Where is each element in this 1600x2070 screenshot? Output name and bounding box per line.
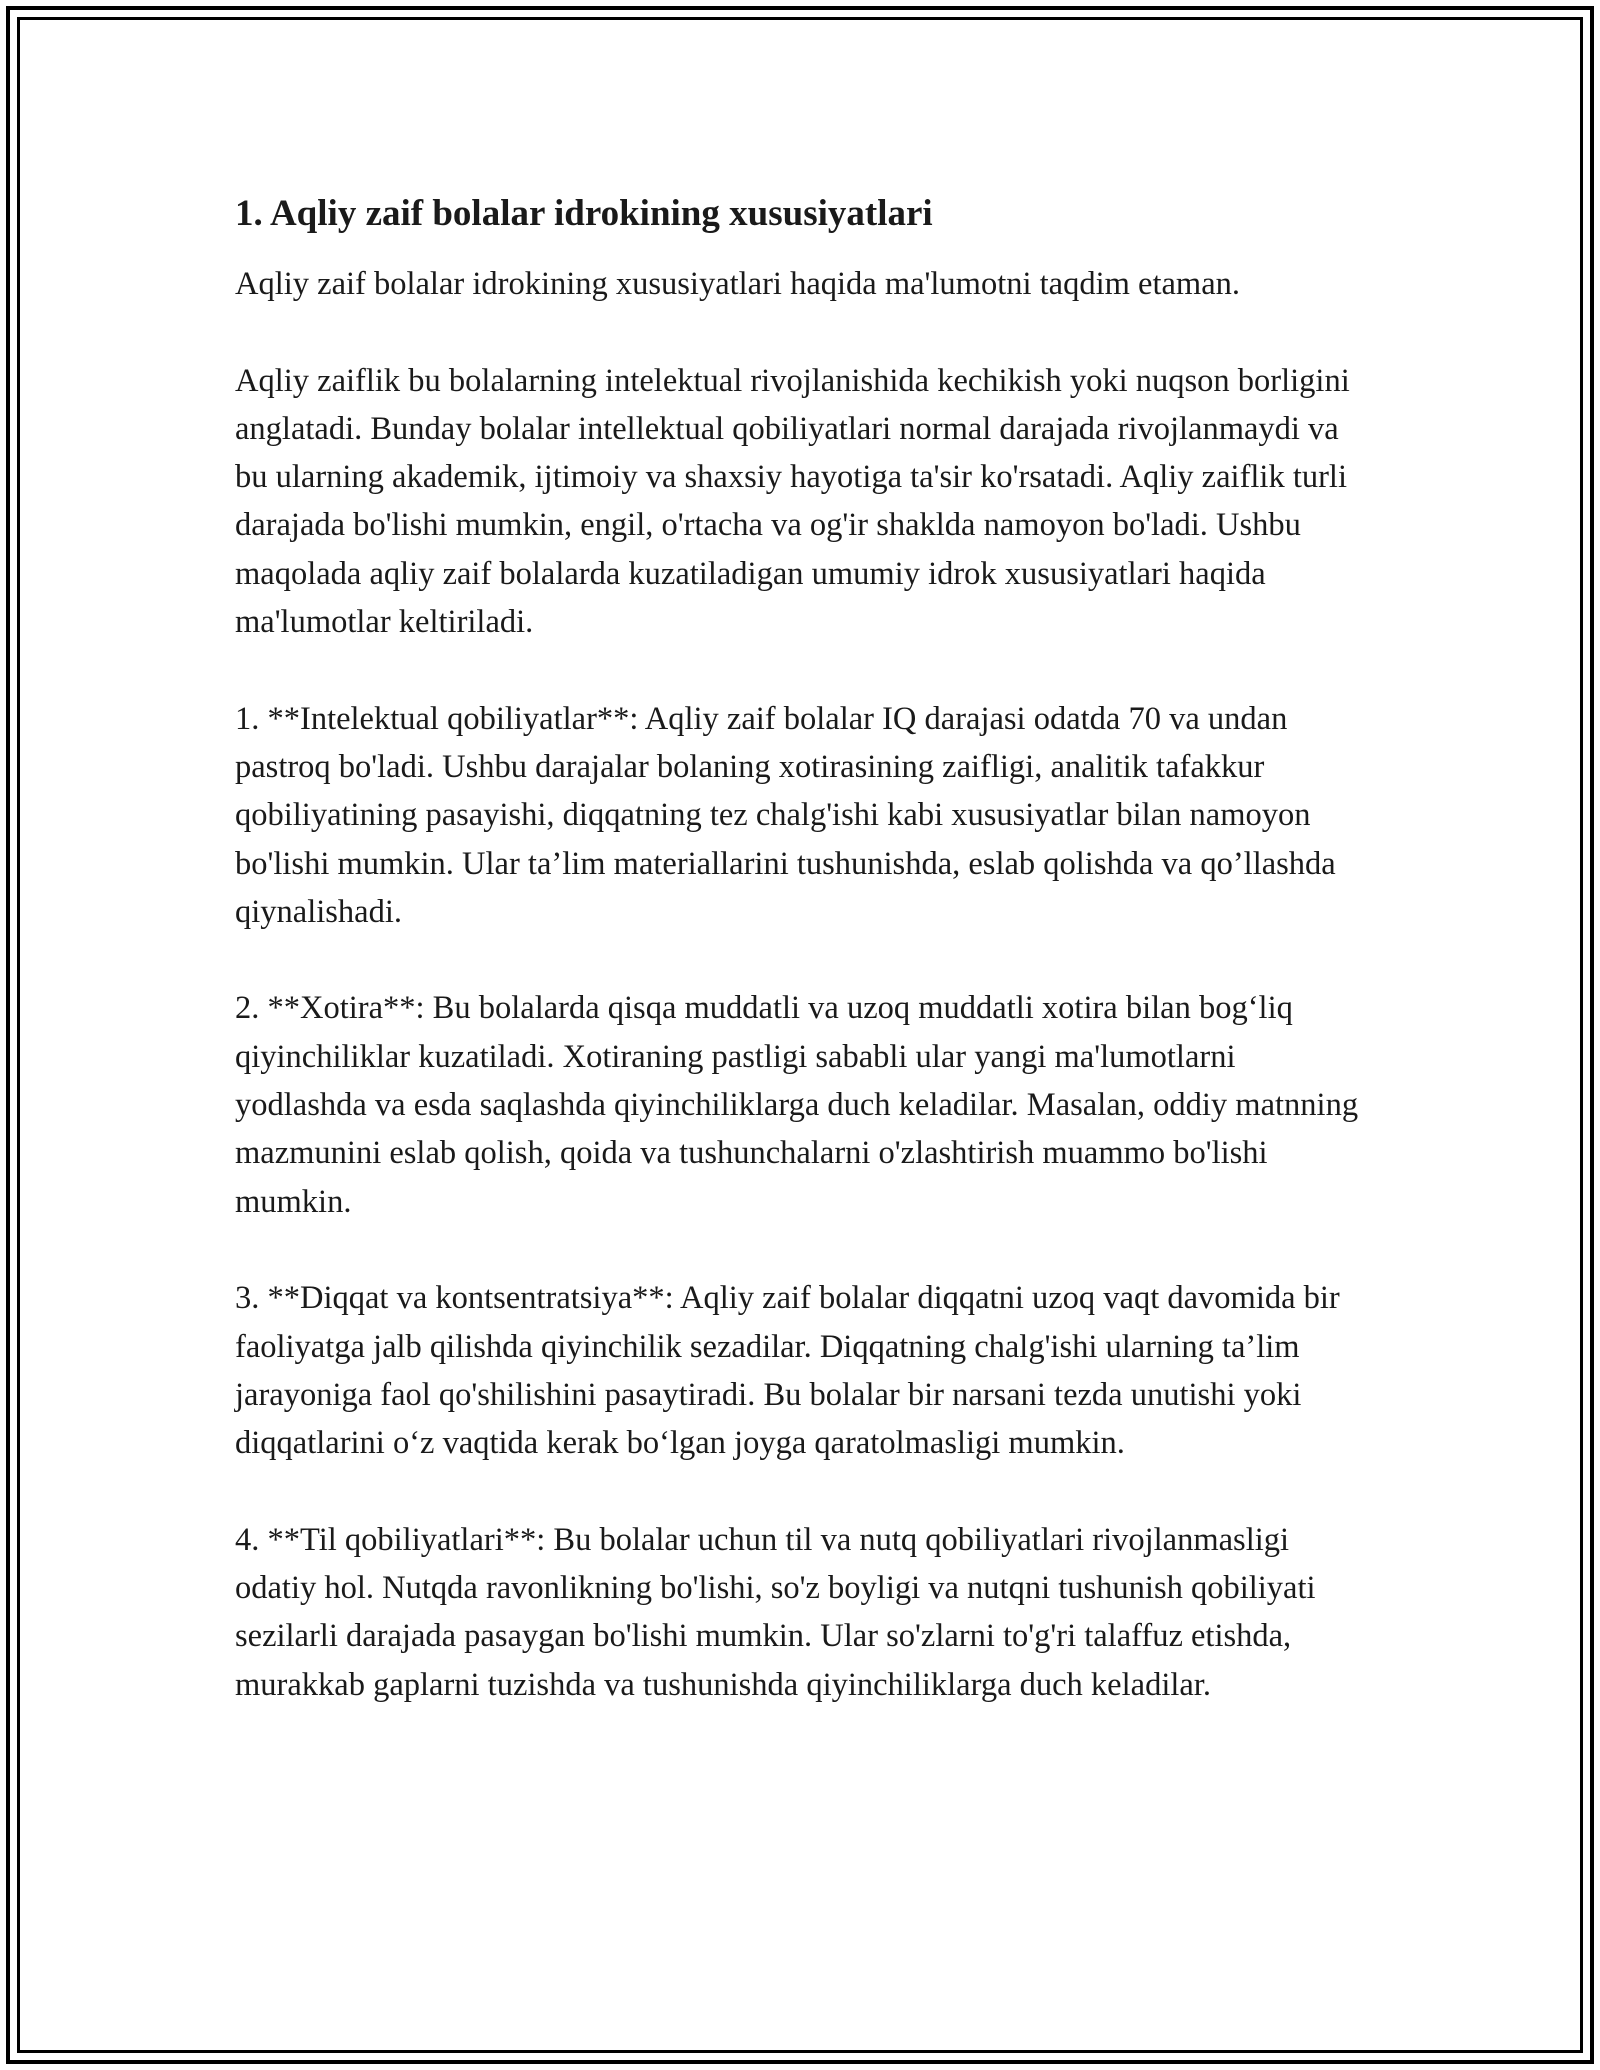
- definition-paragraph: Aqliy zaiflik bu bolalarning intelektual rivojlanishida kechikish yoki nuqson borligini anglatadi. Bunday bolalar intellektual qobiliyatlari normal darajada rivojlanmaydi va bu ularning akademik, ijtimoiy va shaxsiy hayotiga ta'sir ko'rsatadi. Aqliy zaiflik turli darajada bo'lishi mumkin, engil, o'rtacha va og'ir shaklda namoyon bo'ladi. Ushbu maqolada aqliy zaif bolalarda kuzatiladigan umumiy idrok xususiyatlari haqida ma'lumotlar keltiriladi.: [235, 362, 1350, 641]
- list-item-memory: 2. **Xotira**: Bu bolalarda qisqa muddatli va uzoq muddatli xotira bilan bog‘liq qiyinchiliklar kuzatiladi. Xotiraning pastligi sababli ular yangi ma'lumotlarni yodlashda va esda saqlashda qiyinchiliklarga duch keladilar. Masalan, oddiy matnning mazmunini eslab qolish, qoida va tushunchalarni o'zlashtirish muammo bo'lishi mumkin.: [235, 990, 1359, 1220]
- intro-paragraph: Aqliy zaif bolalar idrokining xususiyatlari haqida ma'lumotni taqdim etaman.: [235, 266, 1240, 302]
- list-item-attention: 3. **Diqqat va kontsentratsiya**: Aqliy zaif bolalar diqqatni uzoq vaqt davomida bir faoliyatga jalb qilishda qiyinchilik sezadilar. Diqqatning chalg'ishi ularning ta’lim jarayoniga faol qo'shilishini pasaytiradi. Bu bolalar bir narsani tezda unutishi yoki diqqatlarini o‘z vaqtida kerak bo‘lgan joyga qaratolmasligi mumkin.: [235, 1280, 1340, 1462]
- list-item-language: 4. **Til qobiliyatlari**: Bu bolalar uchun til va nutq qobiliyatlari rivojlanmasligi odatiy hol. Nutqda ravonlikning bo'lishi, so'z boyligi va nutqni tushunish qobiliyati sezilarli darajada pasaygan bo'lishi mumkin. Ular so'zlarni to'g'ri talaffuz etishda, murakkab gaplarni tuzishda va tushunishda qiyinchiliklarga duch keladilar.: [235, 1521, 1316, 1703]
- list-item-intellectual: 1. **Intelektual qobiliyatlar**: Aqliy zaif bolalar IQ darajasi odatda 70 va undan pastroq bo'ladi. Ushbu darajalar bolaning xotirasining zaifligi, analitik tafakkur qobiliyatining pasayishi, diqqatning tez chalg'ishi kabi xususiyatlar bilan namoyon bo'lishi mumkin. Ular ta’lim materiallarini tushunishda, eslab qolishda va qo’llashda qiynalishadi.: [235, 700, 1336, 930]
- document-body: [235, 190, 1375, 1757]
- page-title: 1. Aqliy zaif bolalar idrokining xususiyatlari: [235, 193, 933, 234]
